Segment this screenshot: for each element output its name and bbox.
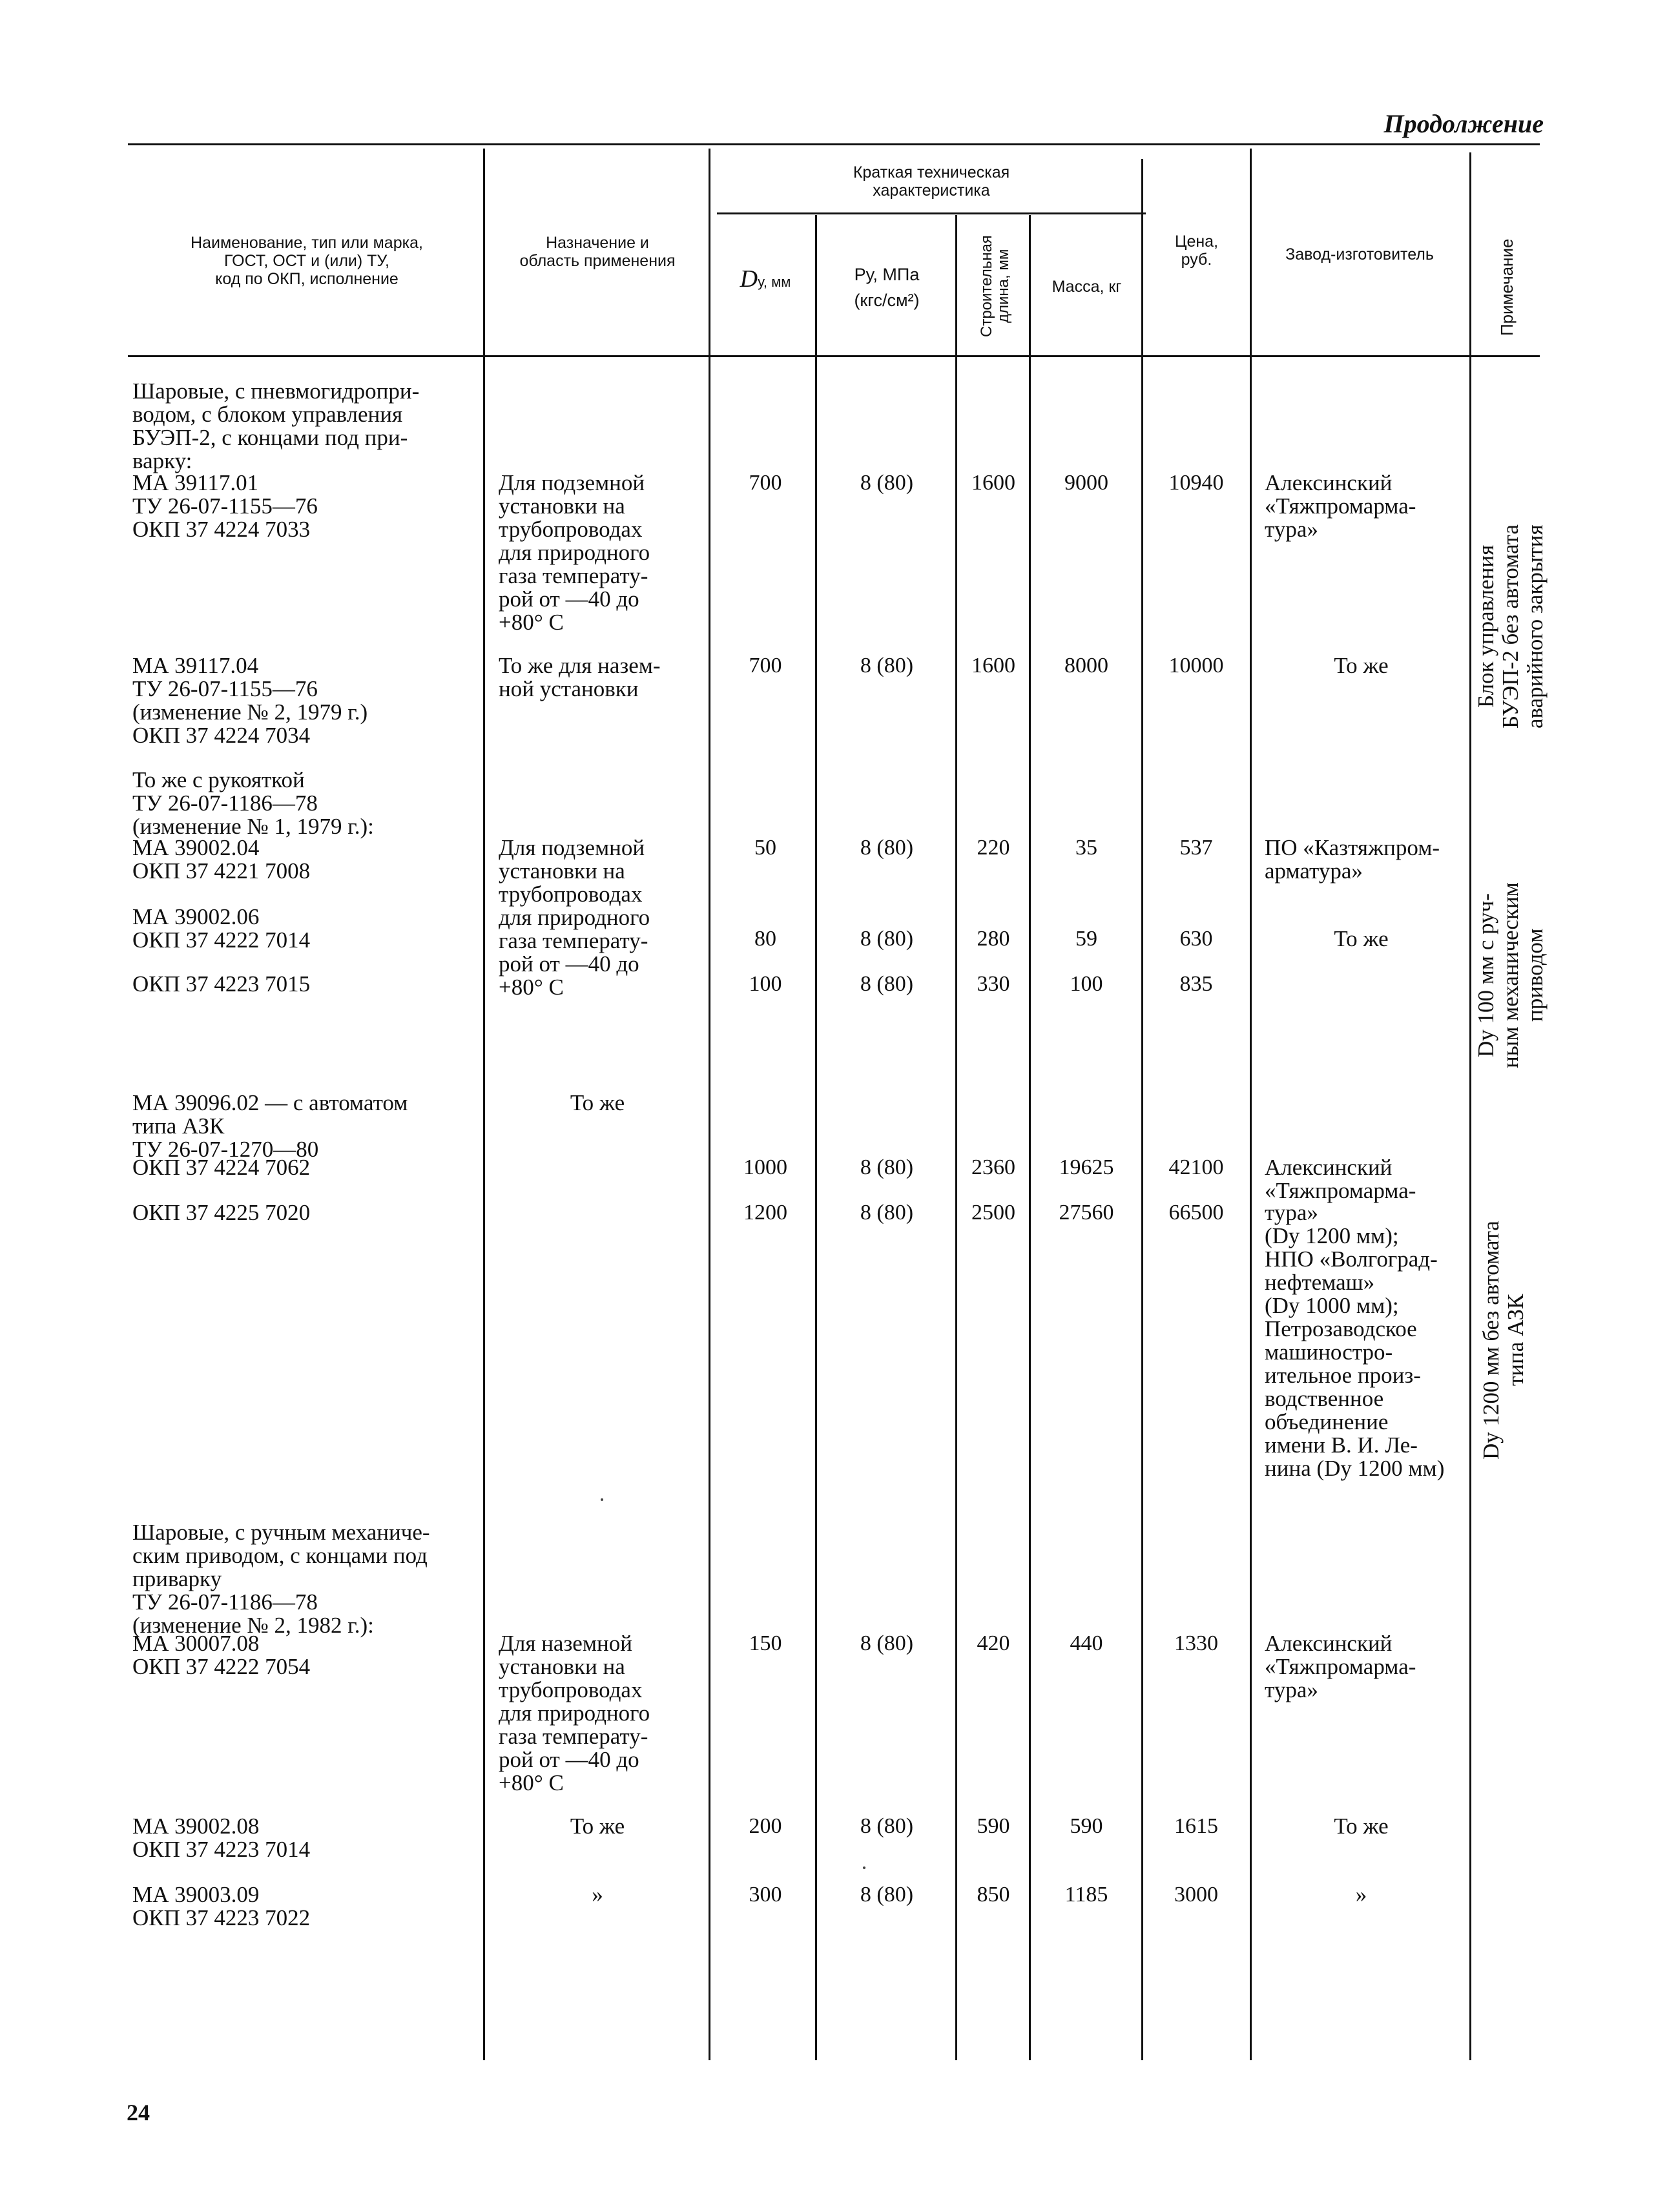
row-price: 10000 xyxy=(1168,654,1224,677)
row-dy: 1200 xyxy=(743,1201,787,1225)
row-price: 42100 xyxy=(1168,1155,1224,1179)
row-maker: То же xyxy=(1334,653,1389,678)
header-py: Pу, МПа (кгс/см²) xyxy=(854,265,920,310)
row-price: 10940 xyxy=(1168,471,1224,495)
row-dy: 80 xyxy=(754,927,776,951)
row-mass: 1185 xyxy=(1064,1883,1108,1907)
row-py: 8 (80) xyxy=(860,654,914,677)
group-heading-manual: Шаровые, с ручным механиче- ским приводом, с концами под приварку ТУ 26-07-1186—78 (изменение № 2, 1982 г.): xyxy=(132,1520,430,1638)
row-py: 8 (80) xyxy=(860,1201,914,1225)
col-sep-6 xyxy=(1141,159,1143,2060)
row-maker: То же xyxy=(1334,1814,1389,1839)
row-purpose: То же xyxy=(570,1814,625,1839)
row-name: МА 39002.04 ОКП 37 4221 7008 xyxy=(132,835,311,884)
header-dy-unit: у, мм xyxy=(758,274,791,290)
row-price: 630 xyxy=(1179,927,1213,951)
col-sep-3 xyxy=(815,215,817,2060)
row-length: 2500 xyxy=(971,1201,1015,1225)
row-dy: 50 xyxy=(754,836,776,860)
header-name: Наименование, тип или марка, ГОСТ, ОСТ и (или) ТУ, код по ОКП, исполнение xyxy=(191,234,423,288)
row-purpose: » xyxy=(592,1882,603,1907)
row-py: 8 (80) xyxy=(860,972,914,996)
row-price: 3000 xyxy=(1174,1883,1218,1907)
row-purpose: То же xyxy=(570,1090,625,1115)
col-sep-1 xyxy=(483,149,485,2060)
row-length: 420 xyxy=(977,1631,1010,1655)
row-dy: 200 xyxy=(749,1814,782,1838)
row-py: 8 (80) xyxy=(860,471,914,495)
header-maker: Завод-изготовитель xyxy=(1285,245,1434,264)
row-price: 537 xyxy=(1179,836,1213,860)
row-name: МА 39117.04 ТУ 26-07-1155—76 (изменение № 2, 1979 г.) ОКП 37 4224 7034 xyxy=(132,653,368,748)
col-sep-7 xyxy=(1250,149,1252,2060)
row-name: МА 39003.09 ОКП 37 4223 7022 xyxy=(132,1882,311,1930)
row-py: 8 (80) xyxy=(860,1883,914,1907)
row-name: МА 30007.08 ОКП 37 4222 7054 xyxy=(132,1631,311,1679)
row-mass: 8000 xyxy=(1064,654,1108,677)
row-purpose: Для подземной установки на трубопроводах для природного газа температу- рой от —40 до +80° С xyxy=(499,470,650,635)
row-length: 850 xyxy=(977,1883,1010,1907)
col-sep-4 xyxy=(955,215,957,2060)
group-heading-pneumo: Шаровые, с пневмогидропри- водом, с блоком управления БУЭП-2, с концами под при- варку: xyxy=(132,378,420,473)
scan-speck xyxy=(601,1498,603,1501)
row-py: 8 (80) xyxy=(860,927,914,951)
row-purpose: Для подземной установки на трубопроводах для природного газа температу- рой от —40 до +80° С xyxy=(499,835,650,1000)
row-price: 1615 xyxy=(1174,1814,1218,1838)
row-maker: Алексинский «Тяжпромарма- тура» xyxy=(1265,1631,1416,1702)
scan-speck xyxy=(863,1866,865,1869)
table-top-rule xyxy=(128,143,1540,145)
row-mass: 9000 xyxy=(1064,471,1108,495)
row-dy: 150 xyxy=(749,1631,782,1655)
row-dy: 300 xyxy=(749,1883,782,1907)
row-mass: 27560 xyxy=(1059,1201,1114,1225)
row-py: 8 (80) xyxy=(860,1155,914,1179)
row-price: 1330 xyxy=(1174,1631,1218,1655)
row-maker: Алексинский «Тяжпромарма- xyxy=(1265,1155,1416,1203)
col-sep-2 xyxy=(709,149,710,2060)
row-dy: 700 xyxy=(749,471,782,495)
row-name: МА 39117.01 ТУ 26-07-1155—76 ОКП 37 4224 7033 xyxy=(132,470,318,542)
row-length: 220 xyxy=(977,836,1010,860)
header-purpose: Назначение и область применения xyxy=(519,234,676,270)
row-length: 2360 xyxy=(971,1155,1015,1179)
row-name: МА 39002.06 ОКП 37 4222 7014 xyxy=(132,904,311,953)
row-maker: » xyxy=(1355,1882,1367,1907)
row-maker: тура» (Dу 1200 мм); НПО «Волгоград- нефтемаш» (Dу 1000 мм); Петрозаводское машиностро- ительное произ- водственное объединение имени В. И. Ле- нина (Dу 1200 мм) xyxy=(1265,1200,1445,1481)
row-mass: 590 xyxy=(1070,1814,1103,1838)
header-dy xyxy=(717,265,814,293)
row-purpose: То же для назем- ной установки xyxy=(499,653,661,701)
row-name: ОКП 37 4223 7015 xyxy=(132,971,311,997)
header-length: Строительная длина, мм xyxy=(978,235,1012,337)
continuation-label: Продолжение xyxy=(1383,109,1544,138)
row-maker: ПО «Казтяжпром- арматура» xyxy=(1265,835,1440,884)
note-dy100: Dу 100 мм с руч- ным механическим приводом xyxy=(1473,882,1548,1068)
group-heading-handle: То же с рукояткой ТУ 26-07-1186—78 (изменение № 1, 1979 г.): xyxy=(132,767,374,839)
row-dy: 1000 xyxy=(743,1155,787,1179)
row-name: ОКП 37 4224 7062 xyxy=(132,1155,311,1180)
row-price: 835 xyxy=(1179,972,1213,996)
header-dy-symbol: D xyxy=(740,265,758,293)
row-mass: 19625 xyxy=(1059,1155,1114,1179)
header-mass: Масса, кг xyxy=(1051,278,1122,296)
row-length: 280 xyxy=(977,927,1010,951)
col-sep-8 xyxy=(1469,152,1471,2060)
row-py: 8 (80) xyxy=(860,836,914,860)
header-tech-group: Краткая техническая характеристика xyxy=(853,163,1010,200)
row-length: 1600 xyxy=(971,654,1015,677)
row-length: 590 xyxy=(977,1814,1010,1838)
row-mass: 100 xyxy=(1070,972,1103,996)
row-name: ОКП 37 4225 7020 xyxy=(132,1200,311,1225)
row-maker: То же xyxy=(1334,926,1389,951)
row-py: 8 (80) xyxy=(860,1631,914,1655)
header-bottom-rule xyxy=(128,355,1540,357)
note-dy1200: Dу 1200 мм без автомата типа АЗК xyxy=(1478,1221,1528,1460)
row-name: МА 39002.08 ОКП 37 4223 7014 xyxy=(132,1814,311,1862)
note-buep: Блок управления БУЭП-2 без автомата аварийного закрытия xyxy=(1473,524,1548,729)
row-length: 1600 xyxy=(971,471,1015,495)
page-number: 24 xyxy=(127,2100,150,2125)
row-maker: Алексинский «Тяжпромарма- тура» xyxy=(1265,470,1416,542)
header-price: Цена, руб. xyxy=(1174,233,1219,269)
tech-group-rule xyxy=(717,212,1146,214)
row-mass: 35 xyxy=(1075,836,1097,860)
row-length: 330 xyxy=(977,972,1010,996)
row-py: 8 (80) xyxy=(860,1814,914,1838)
row-dy: 700 xyxy=(749,654,782,677)
row-purpose: Для наземной установки на трубопроводах для природного газа температу- рой от —40 до +80° С xyxy=(499,1631,650,1795)
row-mass: 59 xyxy=(1075,927,1097,951)
row-price: 66500 xyxy=(1168,1201,1224,1225)
header-note: Примечание xyxy=(1497,238,1517,336)
col-sep-5 xyxy=(1029,215,1031,2060)
row-name: МА 39096.02 — с автоматом типа АЗК ТУ 26-07-1270—80 xyxy=(132,1090,408,1162)
row-dy: 100 xyxy=(749,972,782,996)
row-mass: 440 xyxy=(1070,1631,1103,1655)
